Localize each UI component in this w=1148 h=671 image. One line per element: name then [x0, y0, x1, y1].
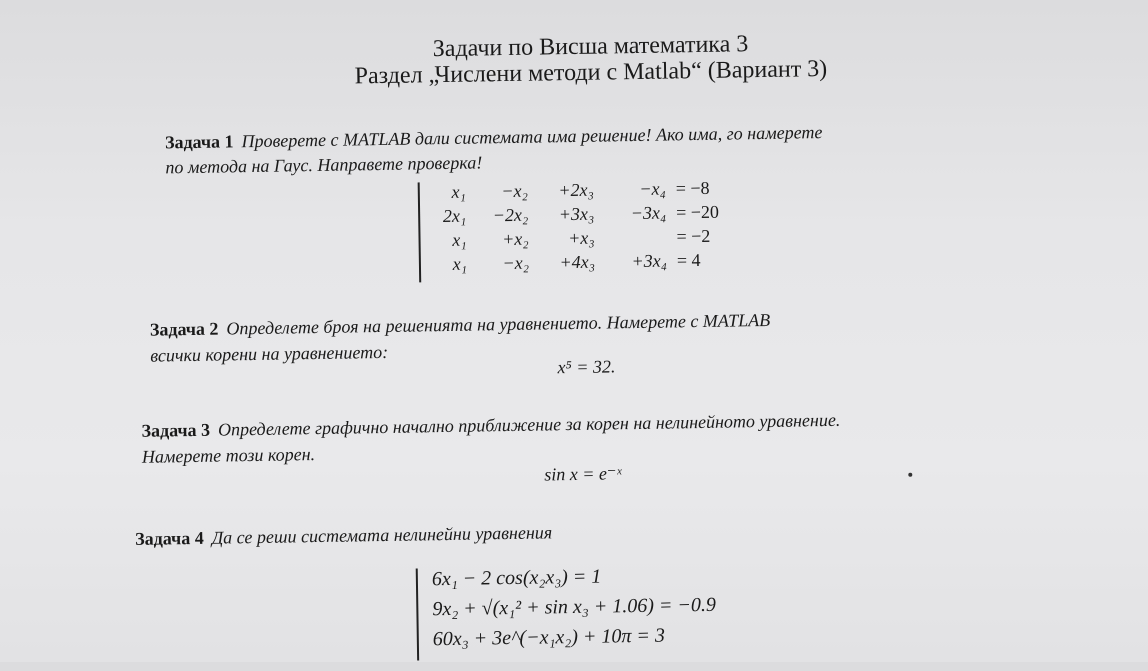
nonlinear-equation: 60x₃ + 3e^(−x₁x₂) + 10π = 3: [432, 624, 666, 651]
system-cell: −3x₄: [630, 202, 667, 224]
task2-line2: [150, 342, 388, 367]
stray-dot: [908, 473, 912, 477]
task3-equation: sin x = e⁻ˣ: [544, 463, 622, 485]
task1-text-1: Проверете с MATLAB дали системата има решение! Ако има, го намерете: [241, 122, 823, 152]
task3-text-2: Намерете този корен.: [141, 444, 316, 467]
system-cell: +x₃: [567, 227, 595, 249]
system-rhs: = 4: [676, 250, 701, 271]
task2-line1: [150, 310, 771, 341]
system-rhs: = −2: [676, 225, 711, 247]
system-cell: x₁: [451, 181, 466, 202]
system-row: [421, 249, 781, 279]
system-cell: −x₄: [639, 178, 666, 199]
task3-text-1: Определете графично начално приближение за корен на нелинейното уравнение.: [217, 409, 841, 440]
task1-text-2: по метода на Гаус. Направете проверка!: [165, 152, 483, 178]
nonlinear-equation: 6x₁ − 2 cos(x₂x₃) = 1: [431, 565, 602, 591]
system-rhs: = −20: [675, 201, 720, 223]
system-cell: −x₂: [501, 180, 528, 202]
task2-equation: x⁵ = 32.: [557, 356, 616, 378]
task2-text-2: всички корени на уравнението:: [150, 341, 389, 366]
task2-label: Задача 2: [149, 318, 219, 340]
system-rhs: = −8: [675, 177, 710, 199]
task2-text-1: Определете броя на решенията на уравнението. Намерете с MATLAB: [226, 309, 771, 339]
task3-line1: [141, 410, 840, 442]
task4-text-1: Да се реши системата нелинейни уравнения: [211, 522, 553, 548]
task1-line2: [165, 152, 482, 178]
task4-nonlinear-system: [416, 562, 839, 661]
system-cell: +4x₃: [559, 251, 596, 273]
document-subtitle: Раздел „Числени методи с Matlab“ (Вариант 3): [354, 55, 828, 90]
system-cell: x₁: [452, 253, 468, 274]
system-cell: −x₂: [502, 252, 530, 274]
system-cell: [606, 227, 666, 228]
task4-label: Задача 4: [135, 527, 204, 549]
task3-line2: [142, 444, 315, 468]
task4-line1: [135, 522, 552, 550]
task1-label: Задача 1: [164, 131, 234, 153]
task3-label: Задача 3: [141, 419, 211, 441]
system-cell: +3x₄: [631, 250, 668, 272]
task1-line1: [165, 122, 823, 153]
nonlinear-equation: 9x₂ + √(x₁² + sin x₃ + 1.06) = −0.9: [432, 593, 717, 621]
system-cell: x₁: [452, 229, 467, 250]
task1-linear-system: [418, 177, 782, 283]
system-cell: −2x₂: [492, 204, 529, 226]
system-cell: +x₂: [501, 228, 529, 250]
system-cell: +3x₃: [558, 203, 595, 225]
system-cell: +2x₃: [558, 179, 594, 201]
system-cell: 2x₁: [442, 205, 467, 227]
document-title: Задачи по Висша математика 3: [432, 31, 749, 63]
